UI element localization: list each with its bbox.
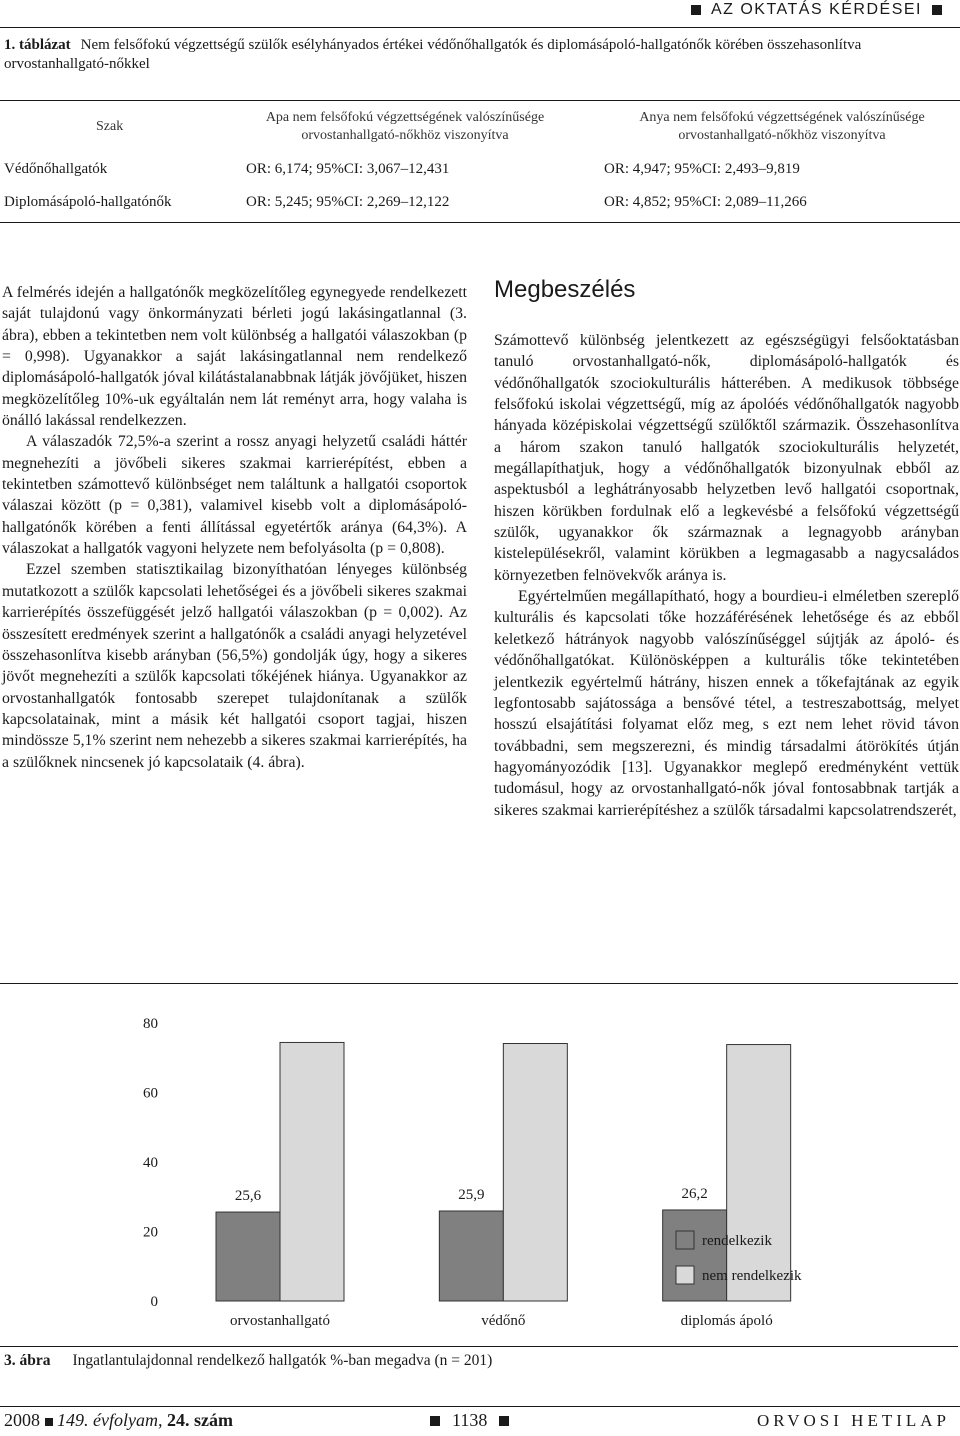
paragraph: Ezzel szemben statisztikailag bizonyíthatóan lényeges különbség mutatkozott a szülők kapcsolati lehetőségei és a jövőbeli sikeres szakmai karrierépítés összefüggését jelző hallgatói válaszokban (p = 0,002). Az összesített eredmények szerint a hallgatónők a családi anyagi helyzetével összehasonlítva kisebb arányban (56,5%) gondolják úgy, hogy a sikeres jövőt megnehezíti a szülők kapcsolati tőkéjének hiánya. Ugyanakkor az orvostanhallgatók fontosabb szerepet tulajdonítanak a szülők kapcsolatainak, mint a másik két hallgatói csoport tagjai, hiszen mindössze 5,1% szerint nem nehezebb a sikeres szakmai karrierépítés, ha a szülőknek nincsenek jó kapcsolataik (4. ábra). — [2, 561, 467, 771]
section-title: AZ OKTATÁS KÉRDÉSEI — [710, 1, 922, 18]
footer-year: 2008 — [4, 1410, 40, 1430]
page-number: 1138 — [452, 1410, 488, 1430]
paragraph: Számottevő különbség jelentkezett az egészségügyi felsőoktatásban tanuló orvostanhallgató-nők, diplomásápoló-hallgatók és védőnőhallgatók szociokulturális hátterében. A medikusok többsége felsőfokú iskolai végzettségű, míg az ápolóés védőnőhallgatók nagyobb hányada középiskolai végzettségű szülőktől származik. Összehasonlítva a három szakon tanuló hallgatók szociokulturális helyzetét, megállapíthatjuk, hogy a védőnőhallgatók bizonyulnak ebből az aspektusból a leghátrányosabb helyzetben levő hallgatói csoportnak, hiszen körükben fordulnak elő a legkevésbé a felsőfokú végzettségű szülők, ugyanakkor ők származnak a legnagyobb arányban kistelepülésekről, valamint körükben a legmagasabb a nagycsaládos környezetben felnövekvők aránya is. — [494, 332, 959, 584]
header-apa-line1: Apa nem felsőfokú végzettségének valószínűsége — [265, 110, 545, 125]
square-bullet-icon — [499, 1416, 509, 1426]
data-label: 26,2 — [681, 1185, 708, 1202]
row-apa: OR: 5,245; 95%CI: 2,269–12,122 — [246, 194, 450, 210]
bar-nem-rendelkezik — [280, 1042, 344, 1301]
data-label: 25,6 — [234, 1188, 262, 1205]
table-row — [0, 155, 960, 187]
header-rule — [0, 27, 960, 28]
x-category-label: védőnő — [481, 1313, 526, 1329]
table-row — [0, 188, 960, 220]
paragraph: A válaszadók 72,5%-a szerint a rossz anyagi helyzetű családi háttér megnehezíti a jövőbeli sikeres szakmai karrierépítést, ebben a tekintetben számottevő különbséget nem találtunk a hallgatói csoportok válaszai között (p = 0,381), valamivel kisebb volt a diplomásápoló-hallgatónők körében a fenti állítással egyetértők aránya (64,3%). A válaszokat a hallgatók vagyoni helyzete nem befolyásolta (p = 0,808). — [2, 433, 467, 558]
section-header — [691, 1, 942, 19]
square-bullet-icon — [691, 5, 701, 15]
y-tick-label: 80 — [143, 1016, 158, 1032]
row-szak: Védőnőhallgatók — [4, 161, 108, 177]
figure-caption — [4, 1352, 492, 1370]
y-tick-label: 40 — [143, 1155, 158, 1171]
footer-issue-info — [4, 1410, 233, 1431]
row-apa: OR: 6,174; 95%CI: 3,067–12,431 — [246, 161, 450, 177]
right-column — [494, 330, 959, 821]
bar-chart — [0, 983, 958, 1345]
table-caption-text: Nem felsőfokú végzettségű szülők esélyhányados értékei védőnőhallgatók és diplomásápoló-hallgatónők körében összehasonlítva orvostanhallgató-nőkkel — [4, 37, 862, 72]
square-bullet-icon — [45, 1418, 53, 1426]
y-tick-label: 60 — [143, 1085, 158, 1102]
header-anya-line1: Anya nem felsőfokú végzettségének valószínűsége — [639, 110, 925, 125]
bar-nem-rendelkezik — [727, 1045, 791, 1301]
legend-label: rendelkezik — [702, 1233, 772, 1249]
figure-number: 3. ábra — [4, 1352, 51, 1369]
data-label: 25,9 — [458, 1186, 485, 1203]
paragraph: Egyértelműen megállapítható, hogy a bourdieu-i elméletben szereplő kulturális és kapcsolati tőke hozzáférésének lehetősége és az ebből keletkező hátrányok nagyobb valószínűséggel sújtják az ápoló- és védőnőhallgatókat. Különösképpen a kulturális tőke tekintetében jelentkezik egyértelmű hátrány, hiszen ennek a tőkefajtának az egyik legfontosabb sajátossága a bensővé tétel, a testreszabottság, melyet hosszú elsajátítási folyamat előz meg, s ezt nem lehet rövid távon továbbadni, sem megszerezni, és mindig társadalmi átörökítés útján hagyományozódik [13]. Ugyanakkor meglepő eredményként vettük tudomásul, hogy az orvostanhallgató-nők jóval fontosabbnak tartják a sikeres szakmai karrierépítéshez a szülők társadalmi kapcsolatrendszerét, — [494, 588, 959, 819]
legend-swatch — [676, 1266, 694, 1284]
row-szak: Diplomásápoló-hallgatónők — [4, 194, 172, 210]
footer — [0, 1410, 960, 1434]
square-bullet-icon — [430, 1416, 440, 1426]
row-anya: OR: 4,852; 95%CI: 2,089–11,266 — [604, 194, 807, 210]
legend-label: nem rendelkezik — [702, 1268, 802, 1284]
bar-rendelkezik — [439, 1211, 503, 1301]
footer-issue: 24. szám — [166, 1410, 233, 1430]
row-anya: OR: 4,947; 95%CI: 2,493–9,819 — [604, 161, 800, 177]
x-category-label: orvostanhallgató — [230, 1313, 330, 1329]
left-column — [2, 282, 467, 773]
footer-rule — [0, 1406, 960, 1407]
legend-swatch — [676, 1231, 694, 1249]
bar-rendelkezik — [216, 1212, 280, 1301]
bar-nem-rendelkezik — [503, 1044, 567, 1301]
bar-rendelkezik — [663, 1210, 727, 1301]
paragraph: A felmérés idején a hallgatónők megközelítőleg egynegyede rendelkezett saját tulajdonú vagy önkormányzati bérleti jogú lakásingatlannal (3. ábra), ebben a tekintetben nem volt különbség a hallgatói válaszokban (p = 0,998). Ugyanakkor a saját lakásingatlannal nem rendelkező diplomásápoló-hallgatók jóval kilátástalanabbnak látják jövőjüket, hiszen megközelítőleg 10%-uk egyáltalán nem lát reményt arra, hogy valaha is önálló lakással rendelkezzen. — [2, 284, 468, 430]
header-szak: Szak — [96, 119, 124, 134]
y-tick-label: 0 — [150, 1294, 158, 1310]
footer-page — [430, 1410, 509, 1431]
table-caption — [4, 36, 954, 74]
table-header — [0, 100, 960, 153]
section-heading: Megbeszélés — [494, 276, 636, 303]
figure-caption-text: Ingatlantulajdonnal rendelkező hallgatók %-ban megadva (n = 201) — [72, 1352, 493, 1369]
table-bottom-rule — [0, 222, 960, 223]
table-number: 1. táblázat — [4, 37, 71, 53]
y-tick-label: 20 — [143, 1224, 158, 1241]
header-anya-line2: orvostanhallgató-nőkhöz viszonyítva — [678, 128, 886, 143]
square-bullet-icon — [932, 5, 942, 15]
header-anya — [596, 109, 960, 145]
footer-volume: 149. évfolyam, — [57, 1410, 163, 1430]
journal-name: ORVOSI HETILAP — [757, 1411, 950, 1430]
header-apa-line2: orvostanhallgató-nőkhöz viszonyítva — [301, 128, 509, 143]
x-category-label: diplomás ápoló — [680, 1313, 773, 1329]
header-apa — [240, 109, 570, 145]
